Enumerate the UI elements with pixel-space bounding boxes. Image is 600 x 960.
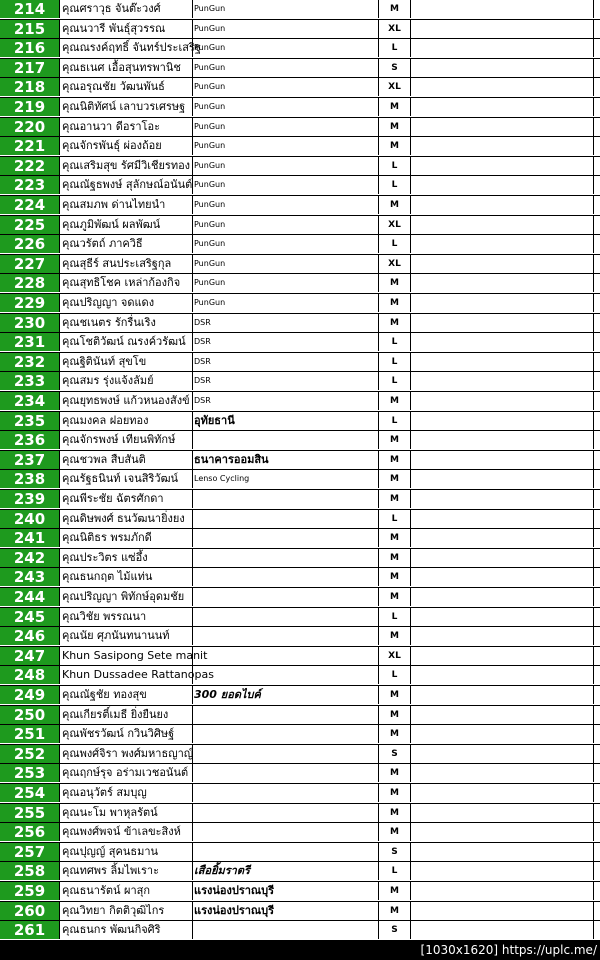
table-row: [0, 568, 600, 588]
shirt-size-cell: M: [378, 196, 410, 214]
empty-cell: [410, 353, 594, 371]
participant-name-cell: คุณศราวุธ จันต๊ะวงศ์: [59, 0, 192, 18]
row-number-cell: 253: [0, 764, 59, 782]
participant-name-cell: คุณธนกร พัฒนกิจศิริ: [59, 921, 192, 939]
shirt-size-cell: XL: [378, 647, 410, 665]
row-number-cell: 236: [0, 431, 59, 449]
table-row: [0, 176, 600, 196]
participant-name-cell: คุณวรัตถ์ ภาควิธี: [59, 235, 192, 253]
team-cell: Lenso Cycling: [192, 470, 378, 488]
team-cell: PunGun: [192, 216, 378, 234]
row-number-cell: 227: [0, 255, 59, 273]
participant-name-cell: คุณชวพล สืบสันติ: [59, 451, 192, 469]
participant-name-cell: คุณจักรพงษ์ เทียนพิทักษ์: [59, 431, 192, 449]
empty-cell: [410, 118, 594, 136]
row-number-cell: 260: [0, 902, 59, 920]
team-cell: [192, 490, 378, 508]
team-cell: PunGun: [192, 118, 378, 136]
shirt-size-cell: M: [378, 902, 410, 920]
empty-cell: [410, 20, 594, 38]
team-cell: DSR: [192, 353, 378, 371]
table-row: [0, 549, 600, 568]
empty-cell: [410, 529, 594, 547]
empty-cell: [410, 412, 594, 430]
table-row: [0, 862, 600, 882]
empty-cell: [410, 882, 594, 900]
table-row: [0, 431, 600, 451]
shirt-size-cell: M: [378, 451, 410, 469]
team-cell: [192, 588, 378, 606]
empty-cell: [410, 588, 594, 606]
team-cell: [192, 666, 378, 684]
row-number-cell: 250: [0, 706, 59, 724]
shirt-size-cell: M: [378, 706, 410, 724]
participant-name-cell: คุณธเนศ เอื้อสุนทรพานิช: [59, 59, 192, 77]
row-number-cell: 246: [0, 627, 59, 645]
team-cell: DSR: [192, 372, 378, 390]
empty-cell: [410, 196, 594, 214]
row-number-cell: 229: [0, 294, 59, 312]
team-cell: [192, 823, 378, 841]
table-row: [0, 490, 600, 510]
team-cell: PunGun: [192, 274, 378, 292]
participant-name-cell: คุณยุทธพงษ์ แก้วหนองสังข์: [59, 392, 192, 410]
table-row: [0, 588, 600, 608]
row-number-cell: 230: [0, 314, 59, 332]
team-cell: [192, 510, 378, 528]
shirt-size-cell: M: [378, 98, 410, 116]
empty-cell: [410, 59, 594, 77]
shirt-size-cell: M: [378, 784, 410, 802]
team-cell: เสือยิ้มราตรี: [192, 862, 378, 880]
team-cell: PunGun: [192, 137, 378, 155]
empty-cell: [410, 78, 594, 96]
empty-cell: [410, 666, 594, 684]
team-cell: แรงน่องปราณบุรี: [192, 882, 378, 900]
row-number-cell: 259: [0, 882, 59, 900]
row-number-cell: 225: [0, 216, 59, 234]
table-row: [0, 392, 600, 412]
shirt-size-cell: S: [378, 843, 410, 861]
table-row: [0, 78, 600, 98]
shirt-size-cell: L: [378, 666, 410, 684]
row-number-cell: 249: [0, 686, 59, 704]
table-row: [0, 823, 600, 843]
shirt-size-cell: L: [378, 353, 410, 371]
empty-cell: [410, 333, 594, 351]
shirt-size-cell: M: [378, 490, 410, 508]
participant-name-cell: คุณมงคล ฝอยทอง: [59, 412, 192, 430]
team-cell: [192, 549, 378, 567]
team-cell: PunGun: [192, 196, 378, 214]
row-number-cell: 243: [0, 568, 59, 586]
participant-name-cell: คุณธนารัตน์ ผาสุก: [59, 882, 192, 900]
row-number-cell: 220: [0, 118, 59, 136]
empty-cell: [410, 745, 594, 763]
shirt-size-cell: M: [378, 529, 410, 547]
row-number-cell: 240: [0, 510, 59, 528]
participant-name-cell: คุณอรุณชัย วัฒนพันธ์: [59, 78, 192, 96]
participant-name-cell: คุณณรงค์ฤทธิ์ จันทร์ประเสริฐ: [59, 39, 192, 57]
team-cell: [192, 784, 378, 802]
table-row: [0, 333, 600, 353]
empty-cell: [410, 451, 594, 469]
shirt-size-cell: L: [378, 235, 410, 253]
row-number-cell: 231: [0, 333, 59, 351]
shirt-size-cell: XL: [378, 20, 410, 38]
participant-name-cell: คุณพีระชัย ฉัตรศักดา: [59, 490, 192, 508]
team-cell: PunGun: [192, 20, 378, 38]
table-row: [0, 470, 600, 490]
participant-name-cell: คุณพัชรวัฒน์ กวินวิศิษฐ์: [59, 725, 192, 743]
empty-cell: [410, 725, 594, 743]
empty-cell: [410, 372, 594, 390]
row-number-cell: 258: [0, 862, 59, 880]
participant-name-cell: คุณนิติทัศน์ เลาบวรเศรษฐ: [59, 98, 192, 116]
participant-name-cell: คุณสมภพ ด่านไทยนำ: [59, 196, 192, 214]
row-number-cell: 255: [0, 804, 59, 822]
row-number-cell: 222: [0, 157, 59, 175]
table-row: [0, 314, 600, 333]
shirt-size-cell: L: [378, 608, 410, 626]
team-cell: [192, 921, 378, 939]
team-cell: [192, 529, 378, 547]
empty-cell: [410, 568, 594, 586]
row-number-cell: 238: [0, 470, 59, 488]
participant-name-cell: คุณสุธีร์ สนประเสริฐกุล: [59, 255, 192, 273]
participant-name-cell: คุณประวิตร แซ่อึ้ง: [59, 549, 192, 567]
participant-name-cell: คุณจักรพันธุ์ ผ่องถ้อย: [59, 137, 192, 155]
shirt-size-cell: M: [378, 274, 410, 292]
team-cell: PunGun: [192, 0, 378, 18]
empty-cell: [410, 608, 594, 626]
empty-cell: [410, 392, 594, 410]
shirt-size-cell: L: [378, 372, 410, 390]
team-cell: [192, 608, 378, 626]
empty-cell: [410, 510, 594, 528]
table-row: [0, 274, 600, 294]
empty-cell: [410, 255, 594, 273]
empty-cell: [410, 137, 594, 155]
participant-name-cell: คุณรัฐธนินท์ เจนสิริวัฒน์: [59, 470, 192, 488]
table-row: [0, 882, 600, 902]
team-cell: PunGun: [192, 78, 378, 96]
participant-name-cell: Khun Sasipong Sete manit: [59, 647, 192, 665]
table-row: [0, 686, 600, 706]
row-number-cell: 244: [0, 588, 59, 606]
team-cell: [192, 764, 378, 782]
row-number-cell: 226: [0, 235, 59, 253]
shirt-size-cell: M: [378, 431, 410, 449]
team-cell: [192, 568, 378, 586]
row-number-cell: 239: [0, 490, 59, 508]
table-row: [0, 647, 600, 666]
empty-cell: [410, 823, 594, 841]
team-cell: 300 ยอดไบค์: [192, 686, 378, 704]
table-row: [0, 902, 600, 921]
shirt-size-cell: L: [378, 510, 410, 528]
row-number-cell: 223: [0, 176, 59, 194]
row-number-cell: 242: [0, 549, 59, 567]
row-number-cell: 221: [0, 137, 59, 155]
team-cell: [192, 647, 378, 665]
empty-cell: [410, 176, 594, 194]
team-cell: PunGun: [192, 255, 378, 273]
participant-name-cell: คุณณัฐธพงษ์ สุลักษณ์อนันต์: [59, 176, 192, 194]
table-row: [0, 216, 600, 235]
row-number-cell: 241: [0, 529, 59, 547]
table-row: [0, 451, 600, 470]
shirt-size-cell: M: [378, 627, 410, 645]
team-cell: [192, 431, 378, 449]
table-row: [0, 510, 600, 529]
empty-cell: [410, 314, 594, 332]
team-cell: [192, 706, 378, 724]
participant-name-cell: คุณนัย ศุภนันทนานนท์: [59, 627, 192, 645]
table-row: [0, 118, 600, 137]
participant-name-cell: คุณชเนตร รักรื่นเริง: [59, 314, 192, 332]
table-row: [0, 59, 600, 78]
participant-name-cell: คุณดิษพงศ์ ธนวัฒนายิ่งยง: [59, 510, 192, 528]
empty-cell: [410, 39, 594, 57]
empty-cell: [410, 549, 594, 567]
shirt-size-cell: M: [378, 588, 410, 606]
team-cell: [192, 725, 378, 743]
shirt-size-cell: M: [378, 137, 410, 155]
row-number-cell: 217: [0, 59, 59, 77]
shirt-size-cell: M: [378, 725, 410, 743]
participant-name-cell: คุณอานวา ดีอราโอะ: [59, 118, 192, 136]
image-footer-bar: [0, 941, 600, 959]
row-number-cell: 215: [0, 20, 59, 38]
table-row: [0, 157, 600, 176]
shirt-size-cell: L: [378, 176, 410, 194]
empty-cell: [410, 647, 594, 665]
team-cell: DSR: [192, 333, 378, 351]
row-number-cell: 257: [0, 843, 59, 861]
empty-cell: [410, 706, 594, 724]
team-cell: แรงน่องปราณบุรี: [192, 902, 378, 920]
table-row: [0, 255, 600, 274]
shirt-size-cell: S: [378, 59, 410, 77]
shirt-size-cell: M: [378, 0, 410, 18]
shirt-size-cell: L: [378, 333, 410, 351]
empty-cell: [410, 431, 594, 449]
team-cell: PunGun: [192, 39, 378, 57]
row-number-cell: 214: [0, 0, 59, 18]
row-number-cell: 233: [0, 372, 59, 390]
empty-cell: [410, 862, 594, 880]
team-cell: [192, 843, 378, 861]
shirt-size-cell: M: [378, 314, 410, 332]
team-cell: PunGun: [192, 235, 378, 253]
table-row: [0, 745, 600, 764]
shirt-size-cell: M: [378, 549, 410, 567]
row-number-cell: 234: [0, 392, 59, 410]
table-row: [0, 372, 600, 392]
row-number-cell: 228: [0, 274, 59, 292]
empty-cell: [410, 216, 594, 234]
empty-cell: [410, 157, 594, 175]
participant-name-cell: คุณเกียรติ์เมธี ยิ่งยืนยง: [59, 706, 192, 724]
participant-name-cell: คุณพงศ์จิรา พงศ์มหาธญาญ์: [59, 745, 192, 763]
empty-cell: [410, 470, 594, 488]
table-row: [0, 764, 600, 784]
empty-cell: [410, 98, 594, 116]
participant-name-cell: คุณวิชัย พรรณนา: [59, 608, 192, 626]
empty-cell: [410, 804, 594, 822]
participant-name-cell: คุณปุญญ์ สุคนธมาน: [59, 843, 192, 861]
participant-name-cell: คุณโชติวัฒน์ ณรงค์วรัฒน์: [59, 333, 192, 351]
row-number-cell: 237: [0, 451, 59, 469]
table-row: [0, 39, 600, 59]
shirt-size-cell: S: [378, 921, 410, 939]
shirt-size-cell: M: [378, 882, 410, 900]
row-number-cell: 218: [0, 78, 59, 96]
participant-name-cell: คุณณัฐชัย ทองสุข: [59, 686, 192, 704]
table-row: [0, 921, 600, 941]
shirt-size-cell: XL: [378, 216, 410, 234]
row-number-cell: 219: [0, 98, 59, 116]
shirt-size-cell: M: [378, 392, 410, 410]
table-row: [0, 725, 600, 745]
table-row: [0, 608, 600, 627]
shirt-size-cell: XL: [378, 255, 410, 273]
participant-name-cell: คุณวิทยา กิตติวุฒิไกร: [59, 902, 192, 920]
shirt-size-cell: XL: [378, 78, 410, 96]
watermark-text: [1030x1620] https://uplc.me/: [420, 943, 597, 957]
participant-name-cell: คุณสมร รุ่งแจ้งลัมย์: [59, 372, 192, 390]
participant-name-cell: คุณปริญญา จดแดง: [59, 294, 192, 312]
row-number-cell: 216: [0, 39, 59, 57]
participant-name-cell: คุณสุทธิโชค เหล่าก้องกิจ: [59, 274, 192, 292]
team-cell: PunGun: [192, 294, 378, 312]
table-row: [0, 20, 600, 39]
table-row: [0, 804, 600, 823]
table-row: [0, 843, 600, 862]
table-row: [0, 706, 600, 725]
participant-name-cell: คุณปริญญา พิทักษ์อุดมชัย: [59, 588, 192, 606]
empty-cell: [410, 784, 594, 802]
shirt-size-cell: M: [378, 823, 410, 841]
team-cell: DSR: [192, 314, 378, 332]
team-cell: ธนาคารออมสิน: [192, 451, 378, 469]
table-row: [0, 196, 600, 216]
empty-cell: [410, 686, 594, 704]
row-number-cell: 252: [0, 745, 59, 763]
team-cell: DSR: [192, 392, 378, 410]
shirt-size-cell: M: [378, 470, 410, 488]
participant-name-cell: คุณฐิตินันท์ สุขโข: [59, 353, 192, 371]
team-cell: PunGun: [192, 176, 378, 194]
row-number-cell: 245: [0, 608, 59, 626]
row-number-cell: 251: [0, 725, 59, 743]
participant-name-cell: คุณอนุวัตร์ สมบุญ: [59, 784, 192, 802]
shirt-size-cell: S: [378, 745, 410, 763]
participant-name-cell: คุณพงศ์พจน์ ข้าเลขะสิงห์: [59, 823, 192, 841]
participant-name-cell: คุณเสริมสุข รัศมีวิเชียรทอง: [59, 157, 192, 175]
shirt-size-cell: L: [378, 862, 410, 880]
participant-name-cell: คุณฤกษ์รุจ อร่ามเวชอนันต์: [59, 764, 192, 782]
row-number-cell: 248: [0, 666, 59, 684]
table-row: [0, 412, 600, 431]
table-row: [0, 784, 600, 804]
team-cell: PunGun: [192, 98, 378, 116]
team-cell: อุทัยธานี: [192, 412, 378, 430]
shirt-size-cell: L: [378, 39, 410, 57]
table-row: [0, 529, 600, 549]
team-cell: PunGun: [192, 59, 378, 77]
row-number-cell: 261: [0, 921, 59, 939]
table-row: [0, 666, 600, 686]
table-row: [0, 98, 600, 118]
table-row: [0, 353, 600, 372]
row-number-cell: 256: [0, 823, 59, 841]
table-row: [0, 0, 600, 20]
empty-cell: [410, 921, 594, 939]
shirt-size-cell: M: [378, 804, 410, 822]
participant-name-cell: คุณนิติธร พรมภักดี: [59, 529, 192, 547]
empty-cell: [410, 0, 594, 18]
table-row: [0, 294, 600, 314]
empty-cell: [410, 235, 594, 253]
participant-name-cell: คุณนะโม พาหุลรัตน์: [59, 804, 192, 822]
row-number-cell: 224: [0, 196, 59, 214]
empty-cell: [410, 764, 594, 782]
table-row: [0, 137, 600, 157]
empty-cell: [410, 490, 594, 508]
shirt-size-cell: L: [378, 412, 410, 430]
participant-name-cell: คุณธนกฤต ไม้แท่น: [59, 568, 192, 586]
empty-cell: [410, 274, 594, 292]
participant-name-cell: คุณนวารี พันธุ์สุวรรณ: [59, 20, 192, 38]
table-row: [0, 235, 600, 255]
empty-cell: [410, 843, 594, 861]
table-row: [0, 627, 600, 647]
participant-name-cell: คุณภูมิพัฒน์ ผลพัฒน์: [59, 216, 192, 234]
row-number-cell: 235: [0, 412, 59, 430]
team-cell: [192, 745, 378, 763]
empty-cell: [410, 294, 594, 312]
shirt-size-cell: M: [378, 686, 410, 704]
shirt-size-cell: M: [378, 568, 410, 586]
empty-cell: [410, 902, 594, 920]
participant-name-cell: Khun Dussadee Rattanopas: [59, 666, 192, 684]
shirt-size-cell: M: [378, 294, 410, 312]
row-number-cell: 232: [0, 353, 59, 371]
empty-cell: [410, 627, 594, 645]
team-cell: [192, 627, 378, 645]
row-number-cell: 247: [0, 647, 59, 665]
shirt-size-cell: M: [378, 764, 410, 782]
shirt-size-cell: L: [378, 157, 410, 175]
row-number-cell: 254: [0, 784, 59, 802]
participant-name-cell: คุณทศพร ลิ้มไพเราะ: [59, 862, 192, 880]
team-cell: [192, 804, 378, 822]
shirt-size-cell: M: [378, 118, 410, 136]
team-cell: PunGun: [192, 157, 378, 175]
